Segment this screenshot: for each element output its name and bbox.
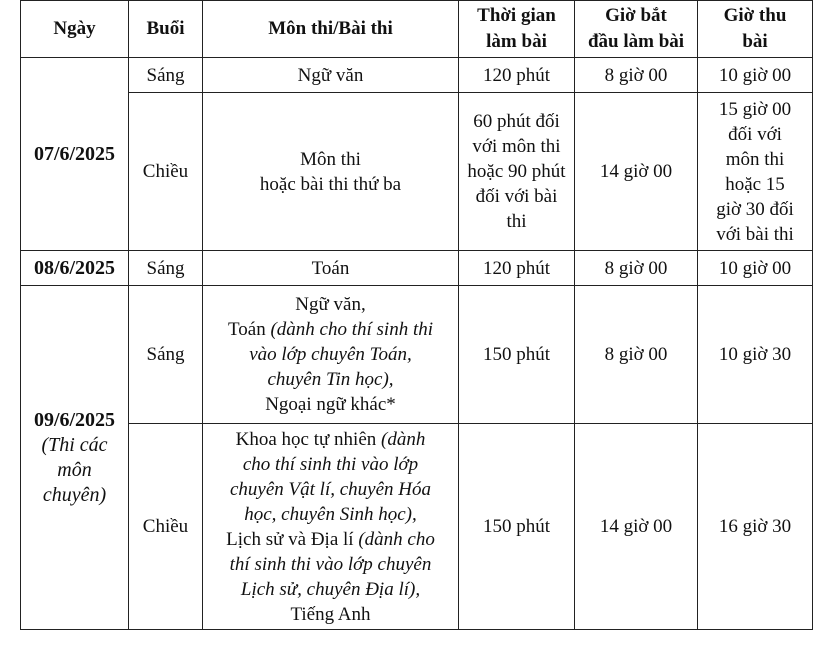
subject-line: thí sinh thi vào lớp chuyên: [229, 553, 432, 575]
end-time-cell: [698, 93, 813, 251]
header-end-line-1: Giờ thu: [723, 5, 787, 26]
table-row: [21, 93, 813, 251]
subject-line: [205, 527, 456, 552]
subject-text: Khoa học tự nhiên: [235, 428, 382, 450]
header-row: [21, 1, 813, 58]
subject-note: (dành cho: [358, 528, 435, 550]
duration-cell: 150 phút: [459, 286, 575, 424]
end-time-cell: 10 giờ 00: [698, 58, 813, 93]
exam-schedule: [20, 0, 812, 630]
start-time-cell: 14 giờ 00: [575, 93, 698, 251]
session-cell: Chiều: [129, 93, 203, 251]
start-time-cell: 14 giờ 00: [575, 424, 698, 630]
subject-text: Lịch sử và Địa lí: [226, 528, 359, 550]
subject-line: [205, 317, 456, 342]
subject-cell: [203, 424, 459, 630]
end-time-line: với bài thi: [716, 223, 794, 245]
table-row: [21, 58, 813, 93]
duration-cell: [459, 93, 575, 251]
subject-line: Ngoại ngữ khác*: [265, 394, 396, 415]
duration-line: 60 phút đối: [473, 111, 560, 132]
exam-schedule-table: [20, 0, 813, 630]
date-cell: [21, 286, 129, 630]
session-cell: Chiều: [129, 424, 203, 630]
duration-line: thi: [506, 211, 527, 232]
subject-line: học, chuyên Sinh học),: [244, 503, 417, 525]
end-time-cell: 10 giờ 30: [698, 286, 813, 424]
subject-line: chuyên Tin học),: [267, 369, 394, 390]
subject-line: Ngữ văn,: [295, 294, 366, 315]
header-subject: Môn thi/Bài thi: [203, 1, 459, 58]
session-cell: Sáng: [129, 286, 203, 424]
end-time-line: đối với: [728, 123, 782, 145]
header-start-line-1: Giờ bắt: [605, 5, 667, 26]
header-session: Buổi: [129, 1, 203, 58]
subject-line: Tiếng Anh: [290, 603, 371, 625]
header-end-line-2: bài: [742, 31, 768, 52]
subject-cell: [203, 93, 459, 251]
subject-note: (dành: [381, 428, 426, 450]
subject-line: hoặc bài thi thứ ba: [259, 173, 402, 195]
date-text: 09/6/2025: [33, 408, 116, 431]
duration-line: hoặc 90 phút: [467, 161, 566, 182]
start-time-cell: 8 giờ 00: [575, 251, 698, 286]
header-date: Ngày: [21, 1, 129, 58]
date-note-line: (Thi các: [41, 433, 108, 456]
date-note-line: chuyên): [42, 483, 107, 506]
session-cell: Sáng: [129, 58, 203, 93]
subject-cell: Toán: [203, 251, 459, 286]
duration-line: với môn thi: [472, 136, 561, 157]
end-time-line: giờ 30 đối: [716, 198, 794, 220]
header-end: [698, 1, 813, 58]
subject-line: cho thí sinh thi vào lớp: [242, 453, 419, 475]
subject-cell: [203, 286, 459, 424]
start-time-cell: 8 giờ 00: [575, 58, 698, 93]
end-time-line: hoặc 15: [725, 173, 785, 195]
subject-line: chuyên Vật lí, chuyên Hóa: [229, 478, 431, 500]
header-duration: [459, 1, 575, 58]
table-row: [21, 424, 813, 630]
duration-cell: 150 phút: [459, 424, 575, 630]
date-note-line: môn: [57, 458, 92, 481]
table-row: [21, 251, 813, 286]
date-cell: 08/6/2025: [21, 251, 129, 286]
subject-line: Lịch sử, chuyên Địa lí),: [240, 578, 421, 600]
subject-text: Toán: [227, 319, 271, 340]
date-cell: 07/6/2025: [21, 58, 129, 251]
header-start-line-2: đầu làm bài: [587, 31, 685, 52]
duration-cell: 120 phút: [459, 58, 575, 93]
subject-cell: Ngữ văn: [203, 58, 459, 93]
subject-line: vào lớp chuyên Toán,: [249, 344, 412, 365]
table-row: [21, 286, 813, 424]
header-start: [575, 1, 698, 58]
duration-cell: 120 phút: [459, 251, 575, 286]
end-time-cell: 16 giờ 30: [698, 424, 813, 630]
header-duration-line-1: Thời gian: [477, 5, 556, 26]
start-time-cell: 8 giờ 00: [575, 286, 698, 424]
end-time-line: 15 giờ 00: [718, 98, 792, 120]
session-cell: Sáng: [129, 251, 203, 286]
subject-line: [205, 427, 456, 452]
subject-note: (dành cho thí sinh thi: [270, 319, 434, 340]
subject-line: Môn thi: [300, 148, 361, 170]
header-duration-line-2: làm bài: [486, 31, 547, 52]
end-time-cell: 10 giờ 00: [698, 251, 813, 286]
end-time-line: môn thi: [725, 148, 785, 170]
duration-line: đối với bài: [475, 186, 558, 207]
